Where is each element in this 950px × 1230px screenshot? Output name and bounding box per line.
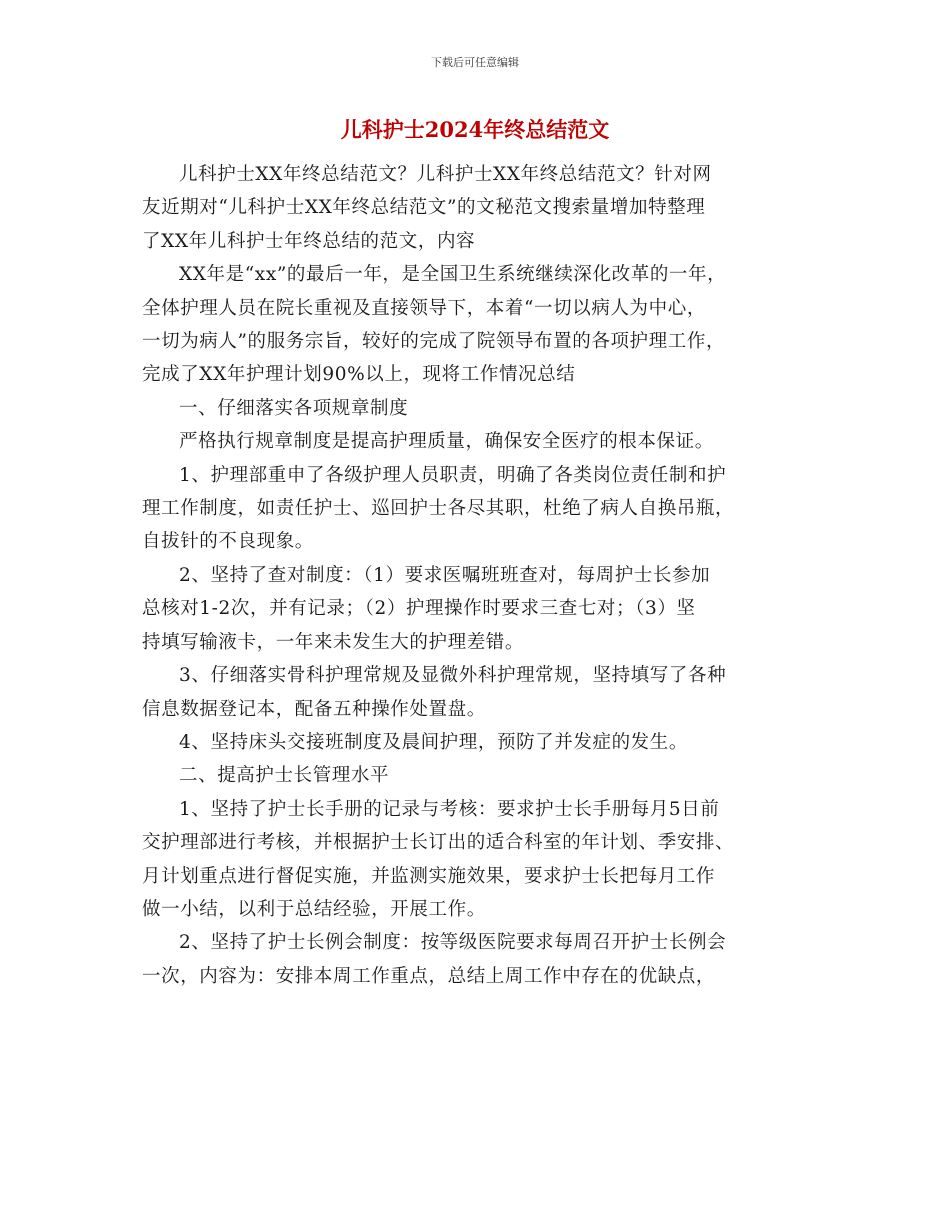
paragraph: 3、仔细落实骨科护理常规及显微外科护理常规，坚持填写了各种 信息数据登记本，配备五种操作处置盘。	[142, 665, 727, 720]
paragraph-overview: XX年是“xx”的最后一年，是全国卫生系统继续深化改革的一年， 全体护理人员在院长重视及直接领导下，本着“一切以病人为中心， 一切为病人”的服务宗旨，较好的完成了院领导布置的各项护理工作， 完成了XX年护理计划90%以上，现将工作情况总结	[142, 264, 727, 386]
document-body	[142, 158, 810, 993]
paragraph: 1、坚持了护士长手册的记录与考核：要求护士长手册每月5日前 交护理部进行考核，并根据护士长订出的适合科室的年计划、季安排、 月计划重点进行督促实施，并监测实施效果，要求护士长把每月工作 做一小结，以利于总结经验，开展工作。	[142, 798, 735, 920]
paragraph: 4、坚持床头交接班制度及晨间护理，预防了并发症的发生。	[179, 731, 688, 753]
paragraph-intro: 儿科护士XX年终总结范文？儿科护士XX年终总结范文？针对网 友近期对“儿科护士XX年终总结范文”的文秘范文搜索量增加特整理 了XX年儿科护士年终总结的范文，内容	[142, 164, 712, 252]
paragraph: 2、坚持了护士长例会制度：按等级医院要求每周召开护士长例会 一次，内容为：安排本周工作重点，总结上周工作中存在的优缺点，	[142, 932, 727, 987]
paragraph: 1、护理部重申了各级护理人员职责，明确了各类岗位责任制和护 理工作制度，如责任护士、巡回护士各尽其职，杜绝了病人自换吊瓶， 自拔针的不良现象。	[142, 464, 735, 553]
header-note: 下载后可任意编辑	[431, 56, 519, 69]
paragraph: 严格执行规章制度是提高护理质量，确保安全医疗的根本保证。	[179, 431, 714, 453]
paragraph: 2、坚持了查对制度：（1）要求医嘱班班查对，每周护士长参加 总核对1-2次，并有记录；（2）护理操作时要求三查七对；（3）坚 持填写输液卡，一年来未发生大的护理差错。	[142, 564, 711, 653]
section-heading-1: 一、仔细落实各项规章制度	[179, 397, 409, 419]
document-title: 儿科护士2024年终总结范文	[340, 117, 610, 142]
section-heading-2: 二、提高护士长管理水平	[179, 765, 390, 787]
